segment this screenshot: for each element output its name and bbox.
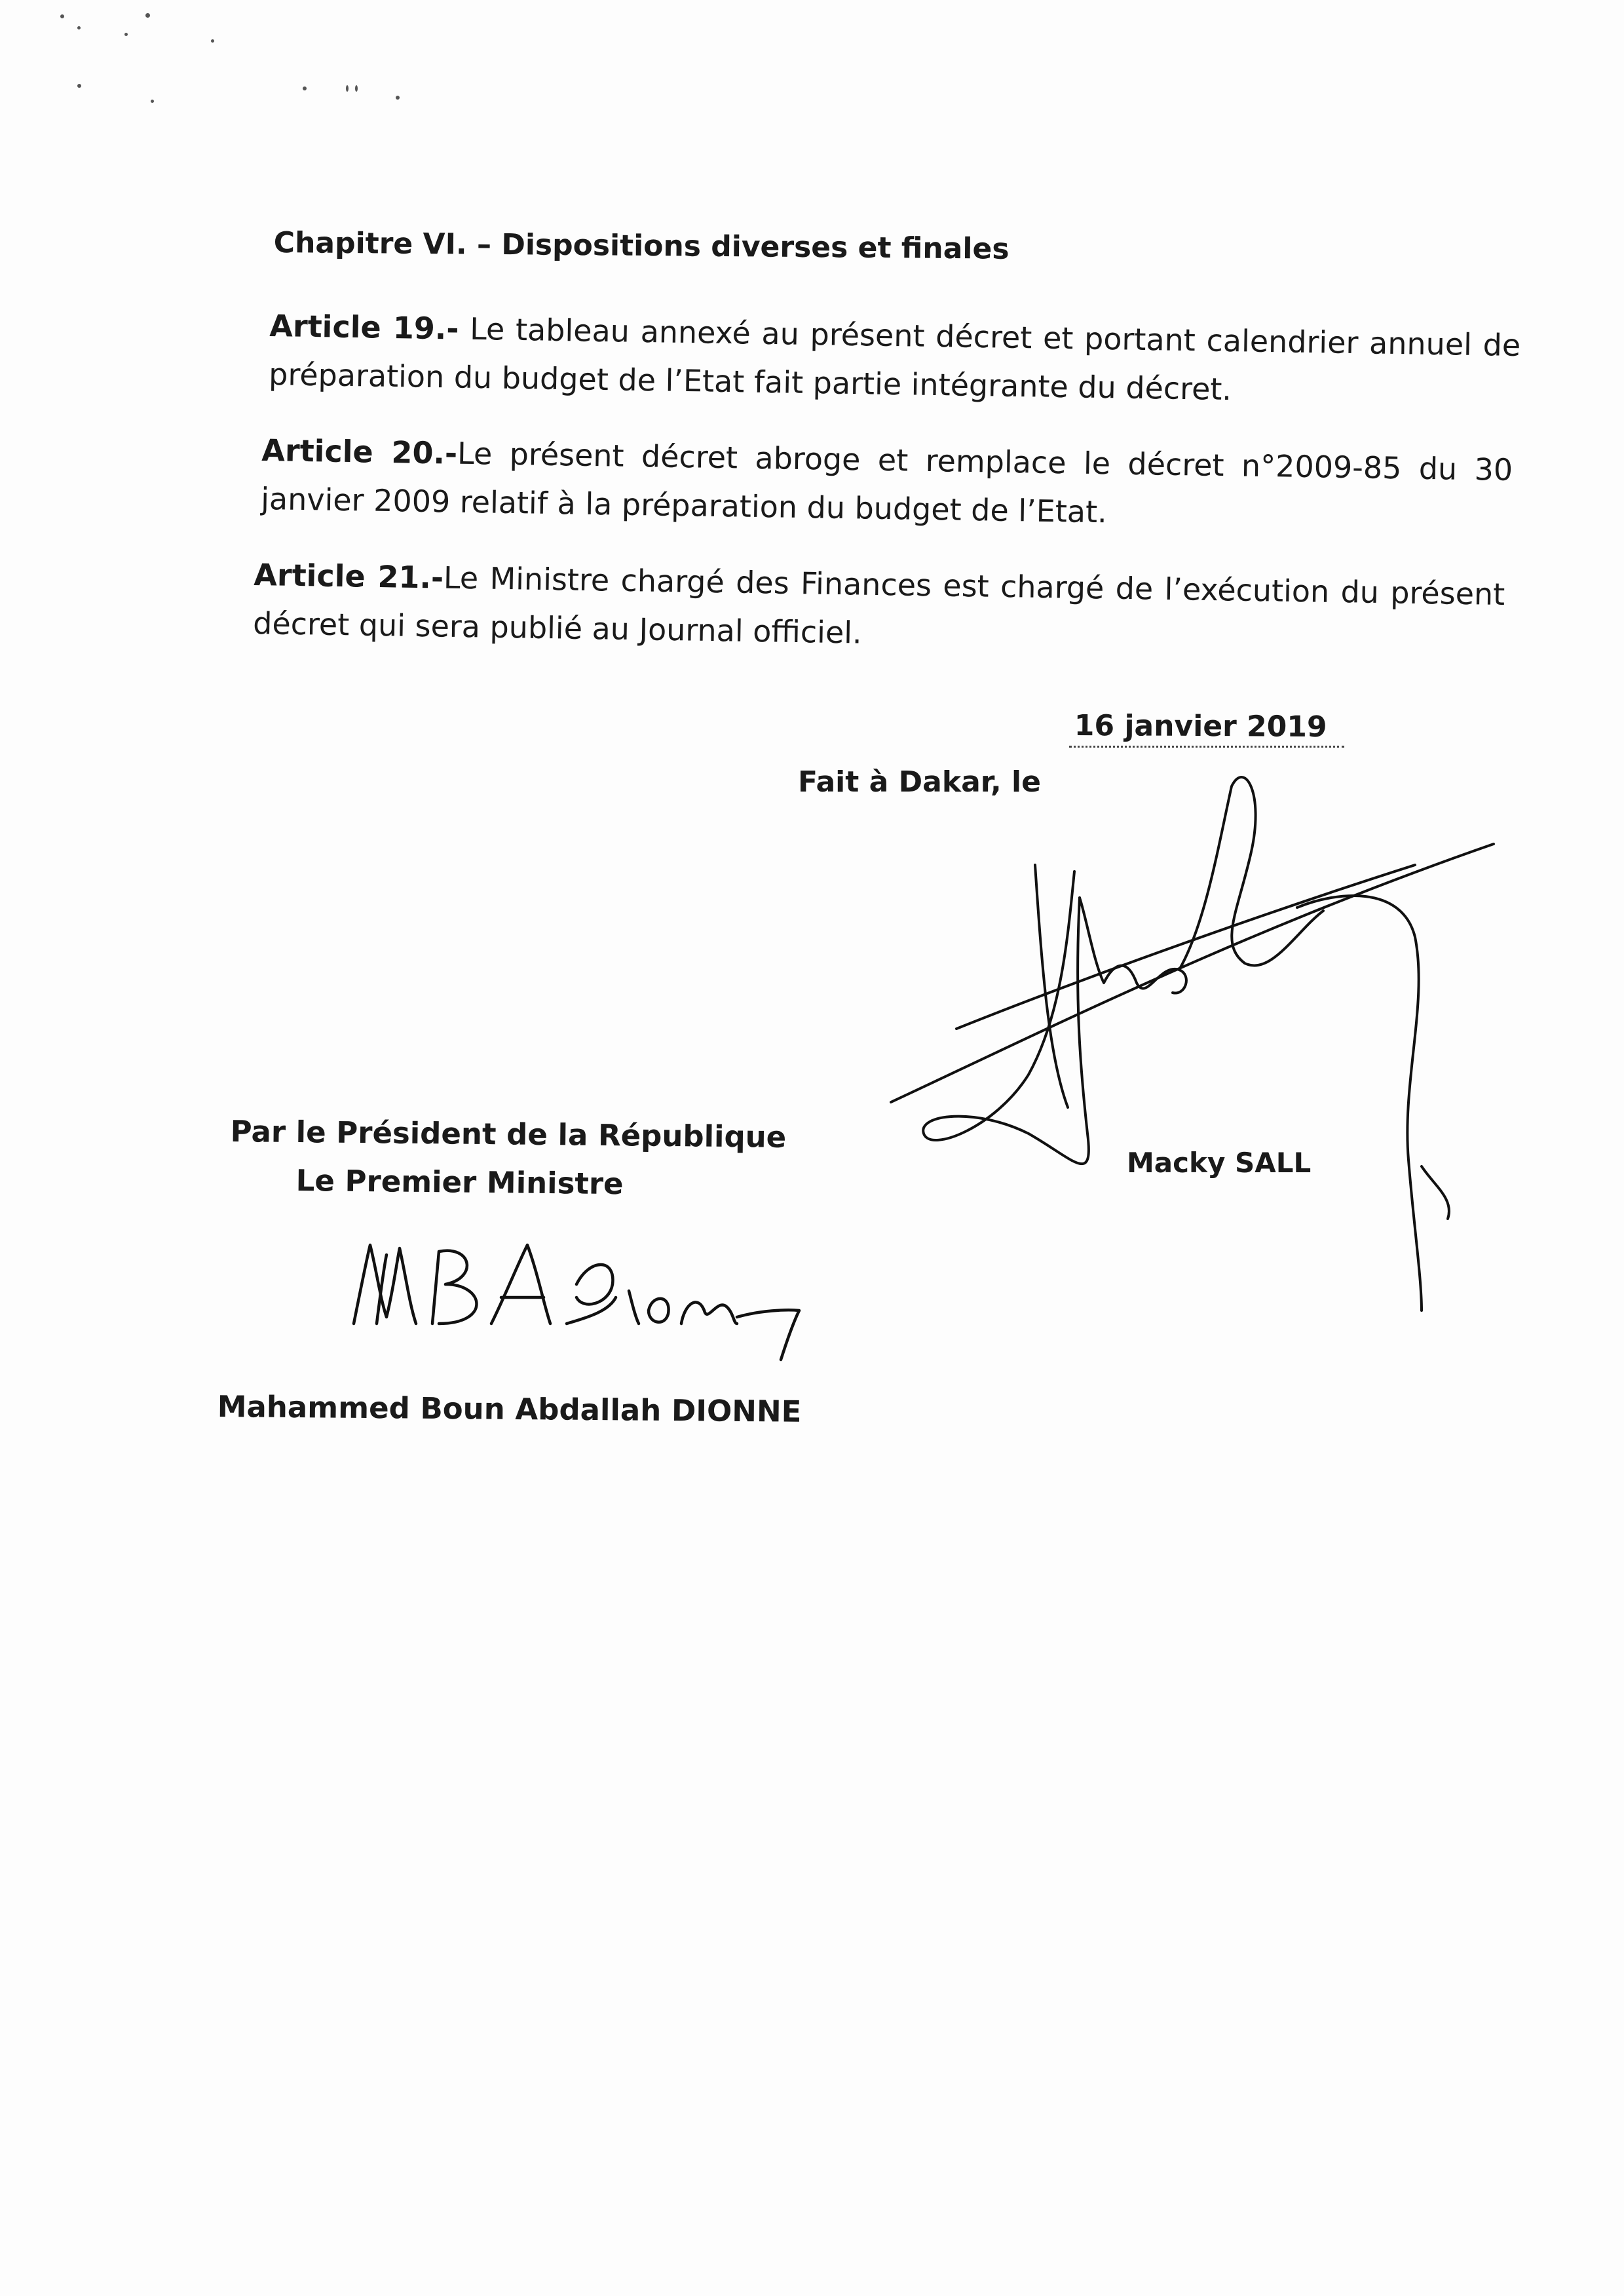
scan-speck <box>145 13 150 18</box>
scan-speck <box>396 96 400 100</box>
scan-speck <box>355 85 358 92</box>
article-20-label: Article 20.- <box>261 432 458 471</box>
scan-speck <box>211 39 214 43</box>
scan-speck <box>77 84 81 88</box>
place-prefix: Fait à Dakar, le <box>798 765 1041 799</box>
prime-minister-signature-icon <box>341 1232 812 1363</box>
chapter-title: Chapitre VI. – Dispositions diverses et finales <box>273 226 1010 266</box>
date-dotted-line <box>1069 746 1344 748</box>
scan-speck <box>346 85 349 92</box>
scan-speck <box>303 86 307 90</box>
scan-speck <box>124 33 128 36</box>
countersign-line-2: Le Premier Ministre <box>295 1163 624 1202</box>
article-19 <box>269 301 1521 418</box>
scan-speck <box>60 14 64 18</box>
article-20-text: Le présent décret abroge et remplace le décret n°2009-85 du 30 janvier 2009 relatif à la préparation du budget de l’Etat. <box>260 435 1513 530</box>
scan-speck <box>77 26 81 29</box>
countersign-line-1: Par le Président de la République <box>230 1114 787 1155</box>
article-20 <box>261 426 1513 543</box>
article-19-text: Le tableau annexé au présent décret et portant calendrier annuel de préparation du budget de l’Etat fait partie intégrante du décret. <box>268 311 1521 408</box>
president-signature-icon <box>878 767 1520 1317</box>
signing-date: 16 janvier 2019 <box>1074 709 1327 744</box>
article-19-label: Article 19.- <box>269 307 459 347</box>
article-21-label: Article 21.- <box>253 556 444 596</box>
article-21-text: Le Ministre chargé des Finances est chargé de l’exécution du présent décret qui sera publié au Journal officiel. <box>252 560 1505 651</box>
president-name: Macky SALL <box>1127 1147 1312 1179</box>
scan-speck <box>151 100 154 103</box>
prime-minister-name: Mahammed Boun Abdallah DIONNE <box>217 1389 802 1429</box>
article-21 <box>253 550 1505 667</box>
